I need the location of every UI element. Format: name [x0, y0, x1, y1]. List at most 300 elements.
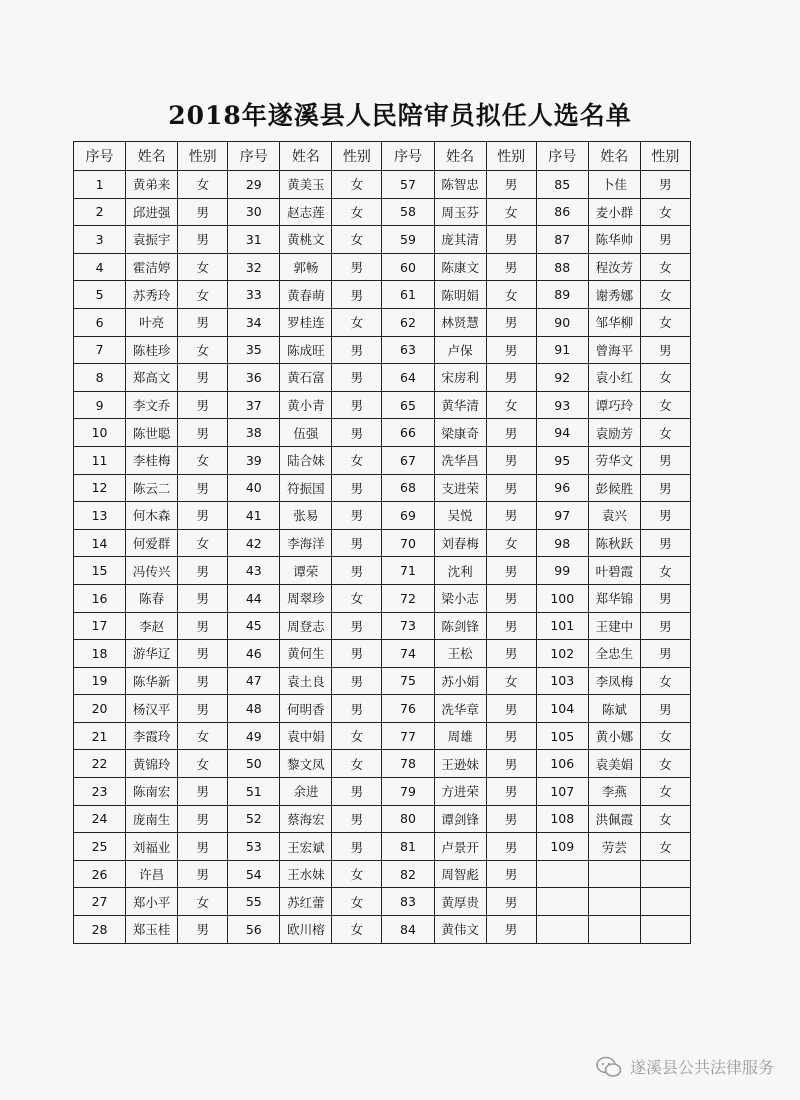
- table-body: [74, 171, 691, 944]
- cell-name: 郭畅: [280, 253, 332, 281]
- cell-number: 108: [536, 805, 588, 833]
- cell-number: 94: [536, 419, 588, 447]
- cell-gender: 男: [332, 529, 382, 557]
- cell-number: 5: [74, 281, 126, 309]
- cell-name: 陈南宏: [126, 778, 178, 806]
- cell-name: 黄锦玲: [126, 750, 178, 778]
- cell-number: 38: [228, 419, 280, 447]
- cell-number: 92: [536, 364, 588, 392]
- table-row: [74, 778, 691, 806]
- cell-gender: 男: [178, 226, 228, 254]
- cell-name: 袁中娟: [280, 722, 332, 750]
- cell-gender: 男: [178, 557, 228, 585]
- cell-number: 87: [536, 226, 588, 254]
- cell-number: 93: [536, 391, 588, 419]
- cell-gender: 女: [332, 198, 382, 226]
- cell-gender: 男: [486, 833, 536, 861]
- cell-gender: 男: [332, 695, 382, 723]
- empty-cell: [588, 860, 640, 888]
- cell-name: 何明香: [280, 695, 332, 723]
- cell-gender: 女: [486, 667, 536, 695]
- cell-gender: 女: [332, 308, 382, 336]
- cell-number: 7: [74, 336, 126, 364]
- table-row: [74, 226, 691, 254]
- cell-name: 全忠生: [588, 640, 640, 668]
- cell-number: 52: [228, 805, 280, 833]
- empty-cell: [536, 888, 588, 916]
- cell-name: 吴悦: [434, 502, 486, 530]
- table-row: [74, 833, 691, 861]
- cell-name: 王水妹: [280, 860, 332, 888]
- cell-gender: 男: [486, 805, 536, 833]
- cell-gender: 男: [486, 695, 536, 723]
- cell-number: 35: [228, 336, 280, 364]
- cell-gender: 女: [486, 391, 536, 419]
- table-row: [74, 419, 691, 447]
- cell-gender: 男: [332, 502, 382, 530]
- cell-number: 54: [228, 860, 280, 888]
- cell-name: 陈华新: [126, 667, 178, 695]
- cell-number: 96: [536, 474, 588, 502]
- table-row: [74, 667, 691, 695]
- cell-gender: 男: [640, 171, 690, 199]
- header-name: 姓名: [588, 142, 640, 171]
- cell-name: 袁兴: [588, 502, 640, 530]
- cell-number: 44: [228, 584, 280, 612]
- cell-name: 何木森: [126, 502, 178, 530]
- cell-gender: 男: [178, 667, 228, 695]
- cell-number: 76: [382, 695, 434, 723]
- watermark-text: 遂溪县公共法律服务: [629, 1058, 774, 1077]
- cell-number: 97: [536, 502, 588, 530]
- table-row: [74, 860, 691, 888]
- cell-name: 黄桃文: [280, 226, 332, 254]
- cell-gender: 男: [332, 557, 382, 585]
- cell-name: 周智彪: [434, 860, 486, 888]
- cell-gender: 男: [178, 916, 228, 944]
- cell-number: 6: [74, 308, 126, 336]
- table-row: [74, 584, 691, 612]
- cell-gender: 男: [332, 336, 382, 364]
- cell-name: 谭剑锋: [434, 805, 486, 833]
- cell-gender: 男: [178, 833, 228, 861]
- cell-number: 33: [228, 281, 280, 309]
- cell-name: 袁美娟: [588, 750, 640, 778]
- cell-name: 袁励芳: [588, 419, 640, 447]
- cell-name: 麦小群: [588, 198, 640, 226]
- cell-number: 24: [74, 805, 126, 833]
- cell-number: 59: [382, 226, 434, 254]
- cell-number: 22: [74, 750, 126, 778]
- cell-gender: 男: [640, 336, 690, 364]
- table-row: [74, 888, 691, 916]
- cell-name: 陈华帅: [588, 226, 640, 254]
- cell-gender: 男: [486, 557, 536, 585]
- cell-number: 62: [382, 308, 434, 336]
- header-number: 序号: [74, 142, 126, 171]
- cell-gender: 女: [640, 722, 690, 750]
- cell-gender: 男: [486, 584, 536, 612]
- cell-gender: 男: [640, 502, 690, 530]
- cell-name: 黄美玉: [280, 171, 332, 199]
- cell-number: 4: [74, 253, 126, 281]
- table-row: [74, 695, 691, 723]
- cell-name: 庞南生: [126, 805, 178, 833]
- cell-name: 余进: [280, 778, 332, 806]
- empty-cell: [536, 916, 588, 944]
- cell-number: 95: [536, 446, 588, 474]
- cell-gender: 男: [486, 446, 536, 474]
- cell-number: 100: [536, 584, 588, 612]
- cell-number: 98: [536, 529, 588, 557]
- cell-name: 彭候胜: [588, 474, 640, 502]
- cell-gender: 男: [486, 888, 536, 916]
- cell-gender: 男: [178, 308, 228, 336]
- cell-name: 符振国: [280, 474, 332, 502]
- cell-gender: 女: [640, 308, 690, 336]
- cell-number: 107: [536, 778, 588, 806]
- cell-number: 18: [74, 640, 126, 668]
- cell-number: 36: [228, 364, 280, 392]
- cell-number: 84: [382, 916, 434, 944]
- table-row: [74, 502, 691, 530]
- cell-gender: 男: [486, 778, 536, 806]
- cell-number: 17: [74, 612, 126, 640]
- empty-cell: [640, 888, 690, 916]
- cell-name: 李霞玲: [126, 722, 178, 750]
- cell-name: 赵志莲: [280, 198, 332, 226]
- cell-number: 9: [74, 391, 126, 419]
- cell-number: 75: [382, 667, 434, 695]
- cell-number: 86: [536, 198, 588, 226]
- cell-gender: 女: [486, 281, 536, 309]
- cell-gender: 女: [640, 778, 690, 806]
- cell-gender: 女: [640, 750, 690, 778]
- roster-table: [73, 141, 691, 944]
- table-row: [74, 805, 691, 833]
- table-row: [74, 446, 691, 474]
- cell-gender: 男: [332, 253, 382, 281]
- table-row: [74, 391, 691, 419]
- cell-name: 郑小平: [126, 888, 178, 916]
- cell-name: 欧川榕: [280, 916, 332, 944]
- cell-gender: 男: [486, 474, 536, 502]
- cell-number: 79: [382, 778, 434, 806]
- cell-gender: 女: [178, 446, 228, 474]
- header-number: 序号: [228, 142, 280, 171]
- cell-gender: 男: [178, 584, 228, 612]
- cell-name: 霍洁婷: [126, 253, 178, 281]
- cell-number: 47: [228, 667, 280, 695]
- cell-number: 1: [74, 171, 126, 199]
- empty-cell: [588, 888, 640, 916]
- cell-gender: 女: [332, 171, 382, 199]
- cell-number: 23: [74, 778, 126, 806]
- table-row: [74, 557, 691, 585]
- cell-name: 叶碧霞: [588, 557, 640, 585]
- cell-number: 3: [74, 226, 126, 254]
- cell-name: 方进荣: [434, 778, 486, 806]
- cell-number: 72: [382, 584, 434, 612]
- cell-number: 28: [74, 916, 126, 944]
- cell-name: 黄春萌: [280, 281, 332, 309]
- header-gender: 性别: [486, 142, 536, 171]
- cell-gender: 男: [178, 805, 228, 833]
- cell-gender: 男: [640, 695, 690, 723]
- cell-name: 黄弟来: [126, 171, 178, 199]
- cell-name: 王宏斌: [280, 833, 332, 861]
- cell-gender: 男: [332, 364, 382, 392]
- cell-name: 罗桂连: [280, 308, 332, 336]
- cell-gender: 女: [640, 281, 690, 309]
- cell-number: 56: [228, 916, 280, 944]
- cell-name: 梁小志: [434, 584, 486, 612]
- cell-name: 李文乔: [126, 391, 178, 419]
- cell-gender: 男: [332, 640, 382, 668]
- cell-name: 陈明娟: [434, 281, 486, 309]
- cell-gender: 女: [640, 557, 690, 585]
- cell-name: 苏小娟: [434, 667, 486, 695]
- cell-name: 伍强: [280, 419, 332, 447]
- table-row: [74, 722, 691, 750]
- cell-gender: 女: [640, 805, 690, 833]
- table-row: [74, 198, 691, 226]
- cell-gender: 男: [486, 419, 536, 447]
- cell-number: 41: [228, 502, 280, 530]
- cell-gender: 女: [332, 584, 382, 612]
- cell-name: 张易: [280, 502, 332, 530]
- cell-name: 劳华文: [588, 446, 640, 474]
- cell-gender: 男: [640, 446, 690, 474]
- cell-gender: 男: [332, 391, 382, 419]
- cell-number: 77: [382, 722, 434, 750]
- cell-name: 庞其清: [434, 226, 486, 254]
- cell-number: 53: [228, 833, 280, 861]
- cell-gender: 男: [640, 612, 690, 640]
- cell-gender: 男: [486, 336, 536, 364]
- cell-name: 李海洋: [280, 529, 332, 557]
- cell-gender: 男: [178, 640, 228, 668]
- cell-number: 105: [536, 722, 588, 750]
- cell-name: 王松: [434, 640, 486, 668]
- header-gender: 性别: [640, 142, 690, 171]
- cell-gender: 男: [332, 474, 382, 502]
- cell-number: 106: [536, 750, 588, 778]
- cell-name: 洪佩霞: [588, 805, 640, 833]
- cell-name: 陈剑锋: [434, 612, 486, 640]
- cell-number: 64: [382, 364, 434, 392]
- cell-name: 郑玉桂: [126, 916, 178, 944]
- cell-number: 34: [228, 308, 280, 336]
- table-row: [74, 364, 691, 392]
- cell-name: 周玉芬: [434, 198, 486, 226]
- cell-name: 陈春: [126, 584, 178, 612]
- cell-name: 梁康奇: [434, 419, 486, 447]
- cell-name: 陈斌: [588, 695, 640, 723]
- cell-name: 陈康文: [434, 253, 486, 281]
- cell-name: 何爱群: [126, 529, 178, 557]
- cell-number: 21: [74, 722, 126, 750]
- empty-cell: [640, 916, 690, 944]
- cell-gender: 女: [332, 446, 382, 474]
- cell-gender: 女: [332, 722, 382, 750]
- cell-gender: 女: [178, 253, 228, 281]
- header-name: 姓名: [280, 142, 332, 171]
- cell-number: 81: [382, 833, 434, 861]
- cell-gender: 男: [178, 778, 228, 806]
- cell-gender: 男: [178, 391, 228, 419]
- cell-gender: 男: [178, 502, 228, 530]
- cell-name: 刘春梅: [434, 529, 486, 557]
- cell-gender: 男: [640, 640, 690, 668]
- cell-name: 黄厚贵: [434, 888, 486, 916]
- cell-gender: 男: [332, 805, 382, 833]
- cell-gender: 女: [640, 391, 690, 419]
- cell-gender: 男: [640, 474, 690, 502]
- cell-gender: 女: [640, 198, 690, 226]
- cell-number: 10: [74, 419, 126, 447]
- cell-gender: 男: [486, 916, 536, 944]
- cell-number: 26: [74, 860, 126, 888]
- watermark: [596, 1055, 774, 1078]
- table-row: [74, 281, 691, 309]
- cell-name: 李凤梅: [588, 667, 640, 695]
- cell-name: 蔡海宏: [280, 805, 332, 833]
- cell-number: 20: [74, 695, 126, 723]
- cell-number: 40: [228, 474, 280, 502]
- empty-cell: [640, 860, 690, 888]
- cell-name: 冼华章: [434, 695, 486, 723]
- empty-cell: [536, 860, 588, 888]
- cell-name: 周翠珍: [280, 584, 332, 612]
- cell-name: 卢保: [434, 336, 486, 364]
- cell-name: 苏秀玲: [126, 281, 178, 309]
- cell-number: 71: [382, 557, 434, 585]
- cell-gender: 女: [332, 860, 382, 888]
- cell-gender: 男: [178, 860, 228, 888]
- cell-name: 宋房利: [434, 364, 486, 392]
- cell-number: 30: [228, 198, 280, 226]
- cell-number: 37: [228, 391, 280, 419]
- cell-gender: 男: [640, 226, 690, 254]
- cell-number: 50: [228, 750, 280, 778]
- cell-gender: 男: [332, 419, 382, 447]
- cell-name: 陈世聪: [126, 419, 178, 447]
- cell-number: 104: [536, 695, 588, 723]
- header-gender: 性别: [178, 142, 228, 171]
- table-row: [74, 171, 691, 199]
- cell-name: 邱进强: [126, 198, 178, 226]
- cell-gender: 女: [178, 336, 228, 364]
- table-row: [74, 612, 691, 640]
- cell-name: 叶亮: [126, 308, 178, 336]
- cell-number: 51: [228, 778, 280, 806]
- cell-name: 陈秋跃: [588, 529, 640, 557]
- cell-number: 15: [74, 557, 126, 585]
- table-row: [74, 308, 691, 336]
- cell-gender: 女: [486, 529, 536, 557]
- cell-gender: 男: [332, 667, 382, 695]
- cell-name: 陈成旺: [280, 336, 332, 364]
- cell-name: 李燕: [588, 778, 640, 806]
- table-row: [74, 474, 691, 502]
- table-row: [74, 253, 691, 281]
- cell-gender: 男: [178, 419, 228, 447]
- cell-number: 58: [382, 198, 434, 226]
- cell-gender: 男: [486, 722, 536, 750]
- cell-number: 57: [382, 171, 434, 199]
- cell-number: 8: [74, 364, 126, 392]
- cell-gender: 男: [332, 612, 382, 640]
- cell-number: 65: [382, 391, 434, 419]
- cell-number: 66: [382, 419, 434, 447]
- cell-gender: 男: [178, 364, 228, 392]
- cell-number: 68: [382, 474, 434, 502]
- cell-number: 48: [228, 695, 280, 723]
- cell-gender: 男: [486, 171, 536, 199]
- cell-name: 林贤慧: [434, 308, 486, 336]
- cell-number: 32: [228, 253, 280, 281]
- cell-number: 109: [536, 833, 588, 861]
- cell-number: 14: [74, 529, 126, 557]
- header-gender: 性别: [332, 142, 382, 171]
- cell-number: 74: [382, 640, 434, 668]
- cell-name: 沈利: [434, 557, 486, 585]
- cell-number: 70: [382, 529, 434, 557]
- header-number: 序号: [536, 142, 588, 171]
- cell-name: 黄小娜: [588, 722, 640, 750]
- cell-name: 刘福业: [126, 833, 178, 861]
- cell-gender: 男: [486, 612, 536, 640]
- cell-number: 46: [228, 640, 280, 668]
- cell-gender: 男: [640, 529, 690, 557]
- cell-number: 90: [536, 308, 588, 336]
- cell-name: 陈桂珍: [126, 336, 178, 364]
- cell-gender: 女: [332, 750, 382, 778]
- cell-name: 苏红蕾: [280, 888, 332, 916]
- cell-gender: 男: [178, 198, 228, 226]
- cell-name: 陈智忠: [434, 171, 486, 199]
- cell-number: 73: [382, 612, 434, 640]
- cell-number: 102: [536, 640, 588, 668]
- cell-gender: 女: [640, 667, 690, 695]
- cell-number: 31: [228, 226, 280, 254]
- cell-gender: 男: [332, 281, 382, 309]
- cell-number: 83: [382, 888, 434, 916]
- cell-name: 杨汉平: [126, 695, 178, 723]
- cell-name: 李桂梅: [126, 446, 178, 474]
- cell-number: 42: [228, 529, 280, 557]
- cell-gender: 女: [178, 750, 228, 778]
- cell-number: 82: [382, 860, 434, 888]
- table-row: [74, 916, 691, 944]
- table-row: [74, 529, 691, 557]
- cell-name: 黄小青: [280, 391, 332, 419]
- cell-number: 27: [74, 888, 126, 916]
- cell-number: 101: [536, 612, 588, 640]
- cell-gender: 男: [178, 695, 228, 723]
- cell-gender: 男: [486, 364, 536, 392]
- cell-gender: 女: [486, 198, 536, 226]
- cell-name: 冯传兴: [126, 557, 178, 585]
- cell-name: 冼华昌: [434, 446, 486, 474]
- cell-name: 黄何生: [280, 640, 332, 668]
- cell-gender: 女: [640, 364, 690, 392]
- cell-number: 63: [382, 336, 434, 364]
- cell-number: 69: [382, 502, 434, 530]
- cell-gender: 男: [486, 860, 536, 888]
- cell-gender: 女: [640, 419, 690, 447]
